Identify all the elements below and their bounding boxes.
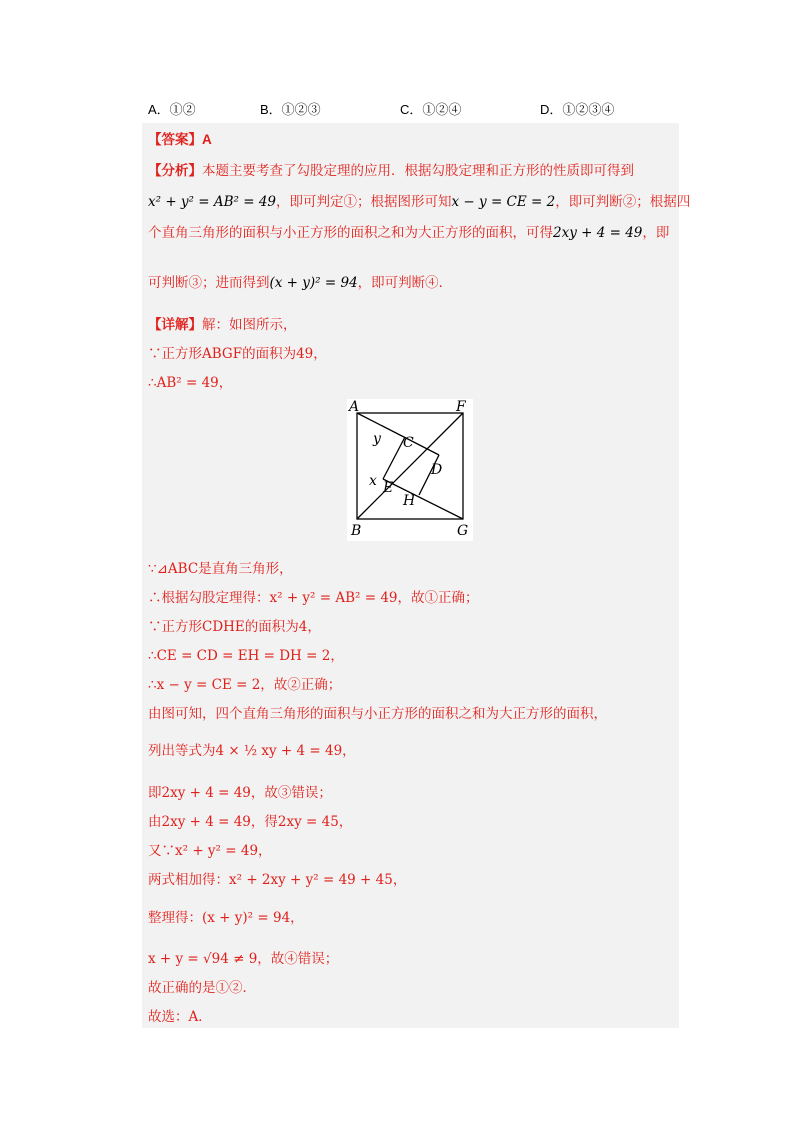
- option-b: B．①②③: [260, 102, 321, 117]
- answer-label: 【答案】: [148, 132, 202, 147]
- analysis-text-6: 可判断③；进而得到: [148, 275, 270, 291]
- label-y: y: [373, 431, 381, 447]
- label-C: C: [403, 435, 414, 451]
- geometry-figure: [347, 399, 473, 541]
- option-d: D．①②③④: [540, 102, 615, 117]
- analysis-formula-2: x − y = CE = 2: [451, 194, 556, 210]
- answer-options: [148, 99, 668, 119]
- detail-step-3: ∵⊿ABC是直角三角形，: [148, 561, 293, 577]
- analysis-line-3: [148, 224, 669, 242]
- detail-step-7: ∴x − y = CE = 2，故②正确；: [148, 677, 342, 693]
- detail-step-10: 即2xy + 4 = 49，故③错误；: [148, 785, 332, 801]
- detail-step-4: ∴根据勾股定理得：x² + y² = AB² = 49，故①正确；: [148, 590, 479, 606]
- analysis-formula-4: (x + y)² = 94: [269, 275, 358, 291]
- detail-step-15: x + y = √94 ≠ 9，故④错误；: [148, 951, 339, 967]
- detail-step-14: 整理得：(x + y)² = 94，: [148, 910, 304, 926]
- option-c: C．①②④: [400, 102, 462, 117]
- label-x: x: [369, 473, 377, 489]
- inner-edge-ce: [383, 437, 405, 479]
- analysis-text-4: 个直角三角形的面积与小正方形的面积之和为大正方形的面积，可得: [148, 225, 553, 241]
- detail-step-11: 由2xy + 4 = 49，得2xy = 45，: [148, 814, 353, 830]
- detail-intro-line: [148, 316, 297, 334]
- analysis-text-5: ，即: [642, 225, 670, 241]
- detail-step-13: 两式相加得：x² + 2xy + y² = 49 + 45，: [148, 872, 407, 888]
- label-E: E: [383, 480, 394, 496]
- option-a: A．①②: [148, 102, 196, 117]
- detail-step-5: ∵正方形CDHE的面积为4，: [148, 619, 321, 635]
- label-B: B: [351, 523, 362, 539]
- analysis-line-1: [148, 162, 634, 180]
- detail-step-6: ∴CE = CD = EH = DH = 2，: [148, 648, 344, 664]
- detail-step-16: 故正确的是①②．: [148, 980, 256, 996]
- analysis-formula-3: 2xy + 4 = 49: [553, 225, 643, 241]
- answer-value: A: [202, 132, 212, 147]
- analysis-line-2: [148, 193, 690, 211]
- label-G: G: [457, 523, 469, 539]
- detail-step-9: 列出等式为4 × ½ xy + 4 = 49，: [148, 743, 356, 759]
- label-D: D: [431, 462, 443, 478]
- answer-line: [148, 131, 212, 149]
- analysis-text-3: ，即可判断②；根据四: [555, 194, 691, 210]
- analysis-line-4: [148, 274, 452, 292]
- analysis-label: 【分析】: [148, 163, 202, 179]
- analysis-text-1: 本题主要考查了勾股定理的应用．根据勾股定理和正方形的性质即可得到: [202, 163, 634, 179]
- detail-intro: 解：如图所示，: [202, 317, 297, 333]
- detail-step-2: ∴AB² = 49，: [148, 375, 233, 391]
- detail-step-1: ∵正方形ABGF的面积为49，: [148, 346, 327, 362]
- analysis-formula-1: x² + y² = AB² = 49: [148, 194, 277, 210]
- detail-label: 【详解】: [148, 317, 202, 333]
- detail-step-17: 故选：A．: [148, 1009, 212, 1025]
- line-e-g: [383, 479, 463, 519]
- detail-step-12: 又∵x² + y² = 49，: [148, 843, 272, 859]
- label-A: A: [349, 399, 360, 415]
- analysis-text-7: ，即可判断④．: [357, 275, 453, 291]
- detail-step-8: 由图可知，四个直角三角形的面积与小正方形的面积之和为大正方形的面积，: [148, 706, 607, 722]
- analysis-text-2: ，即可判定①；根据图形可知: [276, 194, 452, 210]
- label-H: H: [403, 493, 416, 509]
- label-F: F: [456, 399, 466, 415]
- square-diagram: [347, 399, 473, 541]
